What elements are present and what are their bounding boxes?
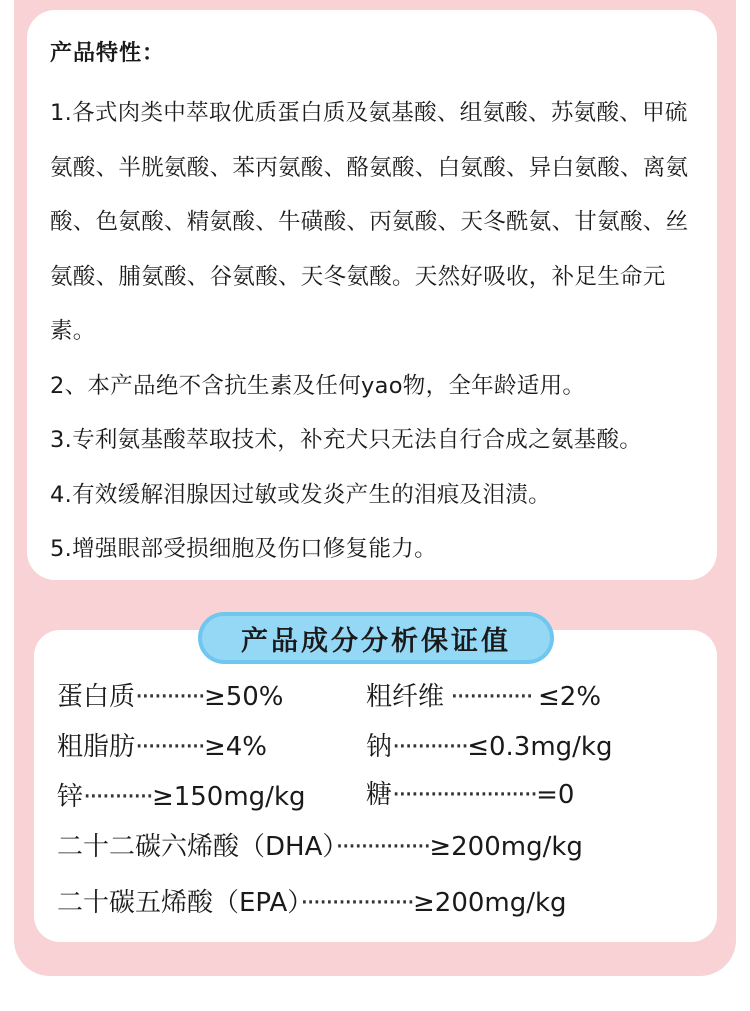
leader-dots: ············ xyxy=(392,732,468,762)
ingredient-name: 钠 xyxy=(366,732,393,762)
ingredient-zinc xyxy=(57,776,306,813)
ingredient-value: ≤0.3mg/kg xyxy=(467,732,613,762)
leader-dots: ··········· xyxy=(135,732,204,762)
ingredient-name: 粗纤维 xyxy=(366,682,445,712)
features-list xyxy=(50,86,705,577)
analysis-title-pill xyxy=(198,612,554,664)
ingredient-name: 粗脂肪 xyxy=(57,732,136,762)
ingredient-value: =0 xyxy=(536,780,575,810)
ingredient-name: 糖 xyxy=(366,780,393,810)
ingredient-dha xyxy=(57,826,583,863)
ingredient-sodium xyxy=(366,726,613,763)
leader-dots: ··········· xyxy=(135,682,204,712)
ingredient-fiber xyxy=(366,676,601,713)
feature-item-2: 2、本产品绝不含抗生素及任何yao物，全年龄适用。 xyxy=(50,372,586,399)
ingredient-name: 锌 xyxy=(57,782,84,812)
leader-dots: ··············· xyxy=(335,832,430,862)
leader-dots: ·················· xyxy=(300,888,413,918)
ingredient-value: ≥150mg/kg xyxy=(151,782,306,812)
analysis-title: 产品成分分析保证值 xyxy=(202,616,550,660)
leader-dots: ············· xyxy=(444,682,538,712)
feature-item-5: 5.增强眼部受损细胞及伤口修复能力。 xyxy=(50,536,437,562)
ingredient-fat xyxy=(57,726,267,763)
ingredient-name: 蛋白质 xyxy=(57,682,136,712)
ingredient-sugar xyxy=(366,774,574,811)
ingredient-value: ≥4% xyxy=(203,732,267,762)
ingredient-value: ≥200mg/kg xyxy=(413,888,567,918)
ingredient-value: ≥50% xyxy=(203,682,284,712)
feature-item-1: 1.各式肉类中萃取优质蛋白质及氨基酸、组氨酸、苏氨酸、甲硫氨酸、半胱氨酸、苯丙氨酸、酪氨酸、白氨酸、异白氨酸、离氨酸、色氨酸、精氨酸、牛磺酸、丙氨酸、天冬酰氨、甘氨酸、丝氨酸、脯氨酸、谷氨酸、天冬氨酸。天然好吸收，补足生命元素。 xyxy=(50,100,689,344)
ingredient-value: ≥200mg/kg xyxy=(429,832,583,862)
leader-dots: ··········· xyxy=(83,782,152,812)
ingredient-value: ≤2% xyxy=(538,682,602,712)
features-card xyxy=(27,10,717,580)
ingredient-epa xyxy=(57,882,567,919)
features-heading: 产品特性： xyxy=(50,41,166,66)
feature-item-4: 4.有效缓解泪腺因过敏或发炎产生的泪痕及泪渍。 xyxy=(50,481,551,508)
ingredient-name: 二十碳五烯酸（EPA） xyxy=(57,888,301,918)
ingredient-protein xyxy=(57,676,284,713)
feature-item-3: 3.专利氨基酸萃取技术，补充犬只无法自行合成之氨基酸。 xyxy=(50,427,643,453)
leader-dots: ······················· xyxy=(392,780,537,810)
ingredient-name: 二十二碳六烯酸（DHA） xyxy=(57,832,336,862)
